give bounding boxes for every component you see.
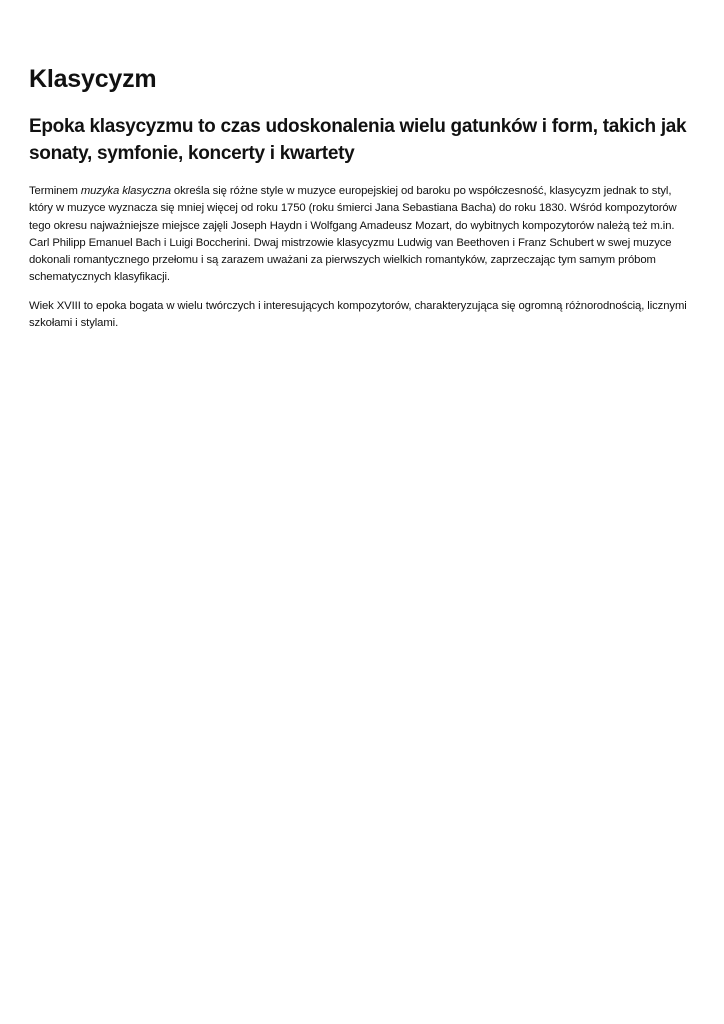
paragraph-intro [29,183,695,287]
paragraph-intro-lead: Terminem [29,185,81,197]
document-page [29,62,695,332]
page-title: Klasycyzm [29,65,157,93]
paragraph-intro-body: określa się różne style w muzyce europejskiej od baroku po współczesność, klasycyzm jednak to styl, który w muzyce wyznacza się mniej więcej od roku 1750 (roku śmierci Jana Sebastiana Bacha) do roku 1830. Wśród kompozytorów tego okresu najważniejsze miejsce zajęli Joseph Haydn i Wolfgang Amadeusz Mozart, do wybitnych kompozytorów należą też m.in. Carl Philipp Emanuel Bach i Luigi Boccherini. Dwaj mistrzowie klasycyzmu Ludwig van Beethoven i Franz Schubert w swej muzyce dokonali romantycznego przełomu i są zarazem uważani za pierwszych wielkich romantyków, zaprzeczając tym samym próbom schematycznych klasyfikacji. [29,185,677,284]
paragraph-second: Wiek XVIII to epoka bogata w wielu twórczych i interesujących kompozytorów, charakteryzująca się ogromną różnorodnością, licznymi szkołami i stylami. [29,299,687,330]
page-subtitle: Epoka klasycyzmu to czas udoskonalenia wielu gatunków i form, takich jak sonaty, symfonie, koncerty i kwartety [29,116,687,164]
italic-term: muzyka klasyczna [80,185,171,197]
